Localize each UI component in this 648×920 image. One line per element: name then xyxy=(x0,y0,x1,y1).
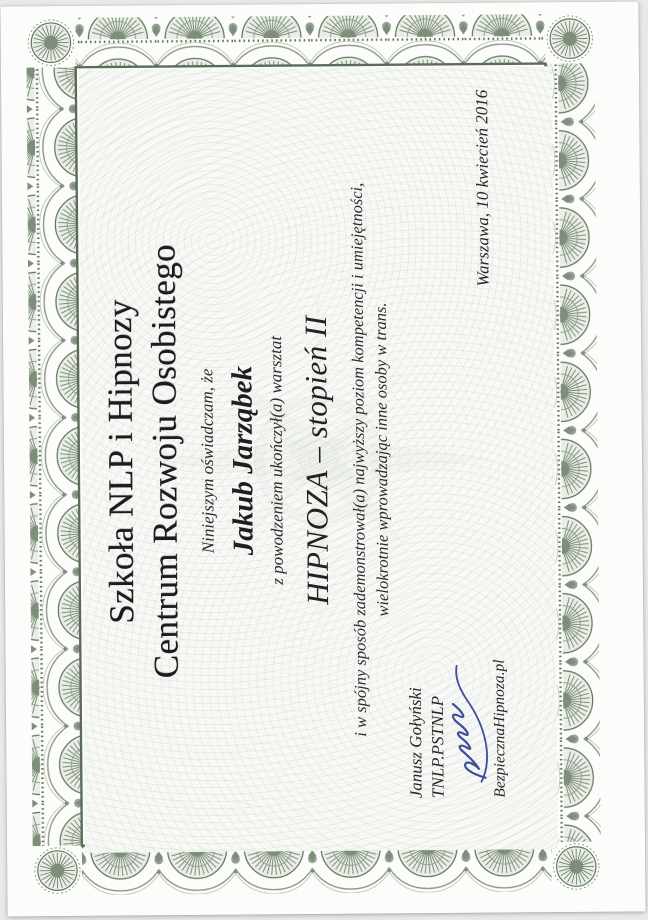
signer-name: Janusz Gołyński xyxy=(405,686,426,798)
description-line1: i w spójny sposób zademonstrował(a) najwyższy poziom kompetencji i umiejętności, xyxy=(346,182,370,737)
place-and-date: Warszawa, 10 kwiecień 2016 xyxy=(471,89,493,287)
statement-line: Niniejszym oświadczam, że xyxy=(196,368,218,553)
corner-rosette-top-left xyxy=(28,20,74,66)
corner-rosette-bottom-left xyxy=(35,848,81,894)
signer-block xyxy=(403,567,511,798)
certificate-content xyxy=(85,73,551,847)
signer-credentials: TNLP.PSTNLP xyxy=(427,695,448,798)
corner-rosette-top-right xyxy=(547,16,593,62)
school-title xyxy=(95,76,189,847)
completion-line: z powodzeniem ukończył(a) warsztat xyxy=(265,335,287,585)
course-title: HIPNOZA – stopień II xyxy=(297,314,335,605)
handwritten-signature-icon xyxy=(446,647,493,787)
school-name-line1: Szkoła NLP i Hipnozy xyxy=(99,298,141,624)
signer-website: BezpiecznaHipnoza.pl xyxy=(490,658,509,798)
certificate-sheet xyxy=(0,2,645,917)
description-line2: wielokrotnie wprowadzając inne osoby w trans. xyxy=(370,301,392,617)
school-name-line2: Centrum Rozwoju Osobistego xyxy=(142,243,186,679)
recipient-name: Jakub Jarząbek xyxy=(225,365,260,555)
corner-rosette-bottom-right xyxy=(553,844,599,890)
certificate-paper xyxy=(79,66,558,853)
